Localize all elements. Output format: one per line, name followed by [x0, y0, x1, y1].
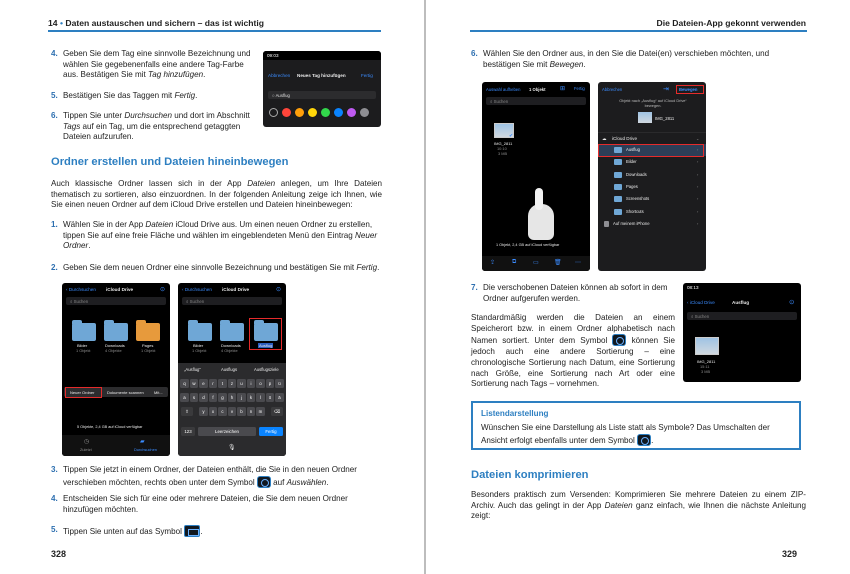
- letter-key[interactable]: w: [190, 379, 198, 388]
- nav-title: iCloud Drive: [222, 287, 250, 292]
- back-button[interactable]: ‹ iCloud Drive: [687, 300, 715, 305]
- running-head-left: [48, 18, 264, 28]
- cancel-button[interactable]: Abbrechen: [602, 87, 623, 92]
- letter-key[interactable]: k: [247, 393, 255, 402]
- color-swatch[interactable]: [295, 108, 304, 117]
- folder-name: Pages: [142, 343, 154, 348]
- duplicate-icon[interactable]: ⧉: [512, 259, 517, 265]
- suggestion[interactable]: Ausflugs: [221, 367, 238, 372]
- letter-key[interactable]: ä: [275, 393, 283, 402]
- suggestion[interactable]: „Ausflug“: [184, 367, 201, 372]
- right-page: [426, 0, 850, 574]
- folder-icon: [614, 172, 622, 178]
- search-input[interactable]: ⌕ Suchen: [182, 297, 282, 305]
- letter-key[interactable]: v: [228, 407, 236, 416]
- trash-icon[interactable]: 🗑: [554, 260, 562, 266]
- folder-icon[interactable]: [104, 323, 128, 341]
- step-text: Tippen Sie unten auf das Symbol .: [63, 527, 203, 536]
- step-number: 5.: [51, 525, 58, 534]
- step-text: Geben Sie dem Tag eine sinnvolle Bezeichnung und wählen Sie gegebenenfalls eine andere Tag-Farbe aus. Bestätigen Sie mit Tag hinzufügen.: [63, 49, 251, 80]
- folder-name: Bilder: [77, 343, 88, 348]
- folder-icon[interactable]: [136, 323, 160, 341]
- step-number: 5.: [51, 91, 58, 100]
- grid-icon[interactable]: ⊞: [560, 86, 566, 92]
- storage-footer: 5 Objekte, 2,4 GB auf iCloud verfügbar: [77, 425, 143, 429]
- tab-browse[interactable]: Durchsuchen: [134, 447, 157, 452]
- info-box-text: Wünschen Sie eine Darstellung als Liste statt als Symbole? Das Umschalten der Ansicht erfolgt ebenfalls unter dem Symbol .: [481, 423, 770, 445]
- letter-key[interactable]: m: [256, 407, 264, 416]
- tab-recent[interactable]: Zuletzt: [80, 447, 92, 452]
- letter-key[interactable]: x: [209, 407, 217, 416]
- status-bar: 09:03: [263, 51, 381, 60]
- numbers-key[interactable]: 123: [181, 427, 195, 436]
- chevron-right-icon: ›: [697, 220, 699, 226]
- folder-meta: 4 Objekte: [105, 348, 122, 353]
- finger-graphic: [535, 188, 543, 210]
- folder-meta: 1 Objekt: [141, 348, 156, 353]
- running-head-right: Die Dateien-App gekonnt verwenden: [656, 18, 806, 28]
- head-rule: [48, 30, 381, 32]
- letter-key[interactable]: y: [199, 407, 207, 416]
- divider: [598, 132, 706, 133]
- more-circle-icon: [637, 434, 651, 446]
- page-number: 328: [51, 549, 67, 559]
- letter-key[interactable]: l: [256, 393, 264, 402]
- image-thumbnail[interactable]: [695, 337, 719, 355]
- folder-move-icon: [184, 525, 200, 537]
- folder-name: Bilder: [193, 343, 204, 348]
- destination-folder-name: Auf meinem iPhone: [613, 220, 650, 226]
- folder-icon[interactable]: [220, 323, 244, 341]
- deselect-button[interactable]: Auswahl aufheben: [486, 87, 521, 92]
- info-box-title: Listendarstellung: [481, 409, 549, 418]
- step-text: Geben Sie dem neuen Ordner eine sinnvolle Bezeichnung und bestätigen Sie mit Fertig.: [63, 263, 380, 272]
- letter-key[interactable]: h: [228, 393, 236, 402]
- chevron-right-icon: ›: [697, 159, 699, 165]
- letter-key[interactable]: z: [228, 379, 236, 388]
- move-button[interactable]: Bewegen: [679, 87, 698, 92]
- chevron-right-icon: ›: [697, 183, 699, 189]
- chapter-number: 14: [48, 18, 58, 28]
- chevron-right-icon: ›: [697, 208, 699, 214]
- letter-key[interactable]: c: [218, 407, 226, 416]
- new-folder-screenshot: [62, 283, 170, 456]
- selection-count: 1 Objekt: [529, 87, 546, 92]
- nav-title: Ausflug: [732, 300, 750, 305]
- step-number: 1.: [51, 220, 58, 229]
- folder-icon[interactable]: [188, 323, 212, 341]
- folder-contents-screenshot: [683, 283, 801, 382]
- letter-key[interactable]: r: [209, 379, 217, 388]
- file-meta: 3 MB: [498, 151, 508, 156]
- section-heading: Dateien komprimieren: [471, 469, 589, 481]
- letter-key[interactable]: o: [256, 379, 264, 388]
- section-heading: Ordner erstellen und Dateien hineinbewegen: [51, 156, 289, 168]
- folder-icon: [614, 159, 622, 165]
- image-thumbnail: [638, 112, 652, 123]
- tag-screenshot: [263, 51, 381, 127]
- letter-key[interactable]: ö: [266, 393, 274, 402]
- intro-paragraph: Auch klassische Ordner lassen sich in der App Dateien anlegen, um Ihre Dateien thematisch zu sortieren, also einzuordnen. In der folgenden Anleitung zeige ich Ihnen, wie Sie einen neuen Ordner auf dem iCloud Drive erstellen und Dateien hineinbewegen:: [51, 179, 382, 210]
- chevron-down-icon: ⌄: [696, 136, 700, 141]
- step-text: Wählen Sie in der App Dateien iCloud Drive aus. Um einen neuen Ordner zu erstellen, tippen Sie auf eine freie Fläche und wählen im eingeblendeten Menü den Eintrag Neuer Ordner.: [63, 220, 378, 251]
- file-name: IMG_2811: [494, 141, 513, 146]
- destination-folder-name: Screenshots: [626, 196, 650, 202]
- more-icon[interactable]: ⊙: [789, 299, 795, 306]
- info-box: [471, 401, 801, 450]
- destination-folder-name: Pages: [626, 183, 638, 189]
- more-circle-icon: [257, 476, 271, 488]
- step-number: 3.: [51, 465, 58, 474]
- highlight-box: [598, 144, 704, 157]
- destination-folder-name: Shortcuts: [626, 208, 644, 214]
- step-number: 6.: [471, 49, 478, 58]
- color-none-swatch[interactable]: [269, 108, 278, 117]
- checkmark-icon: ✔: [509, 133, 514, 139]
- page-number: 329: [782, 549, 798, 559]
- move-arrow-icon: ⇥: [663, 86, 669, 93]
- step-number: 4.: [51, 49, 58, 58]
- head-rule: [470, 30, 807, 32]
- menu-scan-documents[interactable]: Dokumente scannen: [107, 390, 144, 395]
- folder-icon: [614, 209, 622, 215]
- letter-key[interactable]: n: [247, 407, 255, 416]
- select-files-screenshot: [482, 82, 590, 271]
- backspace-key[interactable]: ⌫: [271, 407, 283, 416]
- drive-label[interactable]: iCloud Drive: [612, 136, 638, 141]
- letter-key[interactable]: t: [218, 379, 226, 388]
- more-icon[interactable]: ⊙: [160, 287, 166, 293]
- file-name: IMG_2811: [655, 116, 675, 121]
- letter-key[interactable]: ü: [275, 379, 283, 388]
- back-button[interactable]: ‹ Durchsuchen: [66, 287, 96, 292]
- letter-key[interactable]: d: [199, 393, 207, 402]
- step-text: Entscheiden Sie sich für eine oder mehrere Dateien, die Sie dem neuen Ordner hinzufügen möchten.: [63, 494, 348, 514]
- folder-icon: [614, 196, 622, 202]
- color-swatch[interactable]: [360, 108, 369, 117]
- step-text: Tippen Sie unter Durchsuchen und dort im Abschnitt Tags auf ein Tag, um die entsprechend getaggten Dateien aufzurufen.: [63, 111, 250, 142]
- back-button[interactable]: ‹ Durchsuchen: [182, 287, 212, 292]
- step-text: Die verschobenen Dateien können ab sofort in dem Ordner aufgerufen werden.: [483, 283, 668, 303]
- letter-key[interactable]: a: [180, 393, 188, 402]
- step-number: 4.: [51, 494, 58, 503]
- menu-more[interactable]: Mit...: [154, 390, 163, 395]
- search-input[interactable]: ⌕ Suchen: [486, 97, 586, 105]
- left-page: [0, 0, 424, 574]
- nav-title: iCloud Drive: [106, 287, 134, 292]
- destination-folder-name: Ausflug: [626, 147, 640, 152]
- cancel-button[interactable]: Abbrechen: [268, 73, 291, 78]
- done-button[interactable]: Fertig: [574, 86, 585, 91]
- letter-key[interactable]: s: [190, 393, 198, 402]
- storage-footer: 1 Objekt, 2,4 GB auf iCloud verfügbar: [496, 243, 560, 247]
- suggestion[interactable]: Ausflugsziele: [254, 367, 279, 372]
- folder-tab-icon: ▰: [140, 439, 145, 445]
- file-meta: 15:11: [700, 364, 710, 369]
- phone-icon: [604, 221, 609, 227]
- folder-meta: 1 Objekt: [76, 348, 91, 353]
- chevron-right-icon: ›: [697, 171, 699, 177]
- folder-naming-screenshot: [178, 283, 286, 456]
- more-icon[interactable]: ⋯: [575, 260, 581, 266]
- folder-meta: 4 Objekte: [221, 348, 238, 353]
- chevron-right-icon: ›: [697, 147, 699, 152]
- file-name: IMG_2811: [697, 359, 716, 364]
- highlight-box: [65, 387, 102, 398]
- menu-new-folder[interactable]: Neuer Ordner: [70, 390, 95, 395]
- microphone-icon[interactable]: 🎙: [228, 445, 236, 451]
- letter-key[interactable]: p: [266, 379, 274, 388]
- letter-key[interactable]: e: [199, 379, 207, 388]
- more-icon[interactable]: ⊙: [276, 287, 282, 293]
- letter-key[interactable]: q: [180, 379, 188, 388]
- color-swatch[interactable]: [347, 108, 356, 117]
- step-number: 6.: [51, 111, 58, 120]
- sort-paragraph: Standardmäßig werden die Dateien an einem Speicherort bzw. in einem Ordner alphabetisch nach Namen sortiert. Unter dem Symbol können Sie jedoch auch eine andere Sortierung – eine chronologische Sortierung nach Datum, eine Sortierung nach Größe, eine Sortierung nach Art oder eine Sortierung nach Tags – vornehmen.: [471, 313, 675, 389]
- letter-key[interactable]: u: [237, 379, 245, 388]
- folder-name: Downloads: [221, 343, 241, 348]
- destination-folder-name: Downloads: [626, 171, 647, 177]
- move-destination-screenshot: [598, 82, 706, 271]
- done-key[interactable]: Fertig: [259, 427, 283, 436]
- file-meta: 3 MB: [701, 369, 711, 374]
- step-text: Bestätigen Sie das Taggen mit Fertig.: [63, 91, 198, 100]
- destination-folder-name: Bilder: [626, 159, 637, 165]
- shift-key[interactable]: ⇧: [181, 407, 193, 416]
- folder-meta: 1 Objekt: [192, 348, 207, 353]
- chapter-title: Daten austauschen und sichern – das ist wichtig: [65, 18, 265, 28]
- highlight-box: [249, 318, 282, 350]
- folder-name-editing[interactable]: Ausflug: [259, 343, 273, 348]
- letter-key[interactable]: j: [237, 393, 245, 402]
- zip-paragraph: Besonders praktisch zum Versenden: Komprimieren Sie mehrere Dateien zu einem ZIP-Archiv. Auch das gelingt in der App Dateien ganz einfach, wie Ihnen die nächste Anleitung zeigt:: [471, 490, 806, 521]
- move-folder-icon[interactable]: ▭: [533, 260, 539, 266]
- letter-key[interactable]: b: [237, 407, 245, 416]
- step-number: 2.: [51, 263, 58, 272]
- tag-name-input[interactable]: ○ Ausflug: [268, 91, 376, 99]
- chevron-right-icon: ›: [697, 196, 699, 202]
- done-button[interactable]: Fertig: [361, 73, 373, 78]
- color-swatch[interactable]: [321, 108, 330, 117]
- move-info-text: Objekt nach „Ausflug“ auf iCloud Drive“ bewegen.: [619, 98, 687, 108]
- file-meta: 10:10: [497, 146, 507, 151]
- step-number: 7.: [471, 283, 478, 292]
- sheet-title: Neues Tag hinzufügen: [297, 73, 346, 78]
- cloud-icon: ☁: [602, 136, 607, 141]
- color-swatch[interactable]: [282, 108, 291, 117]
- letter-key[interactable]: i: [247, 379, 255, 388]
- space-key[interactable]: Leerzeichen: [198, 427, 256, 436]
- search-input[interactable]: ⌕ Suchen: [66, 297, 166, 305]
- letter-key[interactable]: f: [209, 393, 217, 402]
- more-circle-icon: [612, 334, 626, 346]
- separator: •: [59, 18, 63, 28]
- color-swatch[interactable]: [334, 108, 343, 117]
- color-swatch[interactable]: [308, 108, 317, 117]
- folder-icon: [614, 184, 622, 190]
- status-bar: 08:13: [687, 285, 699, 290]
- folder-icon[interactable]: [72, 323, 96, 341]
- share-icon[interactable]: ⇪: [490, 260, 496, 266]
- clock-icon: ◷: [84, 439, 90, 445]
- folder-name: Downloads: [105, 343, 125, 348]
- tab-bar: [62, 435, 170, 456]
- highlight-box: [676, 85, 704, 94]
- step-text: Tippen Sie jetzt in einem Ordner, der Dateien enthält, die Sie in den neuen Ordner verschieben möchten, rechts oben unter dem Symbol auf Auswählen.: [63, 465, 357, 487]
- letter-key[interactable]: g: [218, 393, 226, 402]
- step-text: Wählen Sie den Ordner aus, in den Sie die Datei(en) verschieben möchten, und bestätigen Sie mit Bewegen.: [483, 49, 770, 69]
- search-input[interactable]: ⌕ Suchen: [687, 312, 797, 320]
